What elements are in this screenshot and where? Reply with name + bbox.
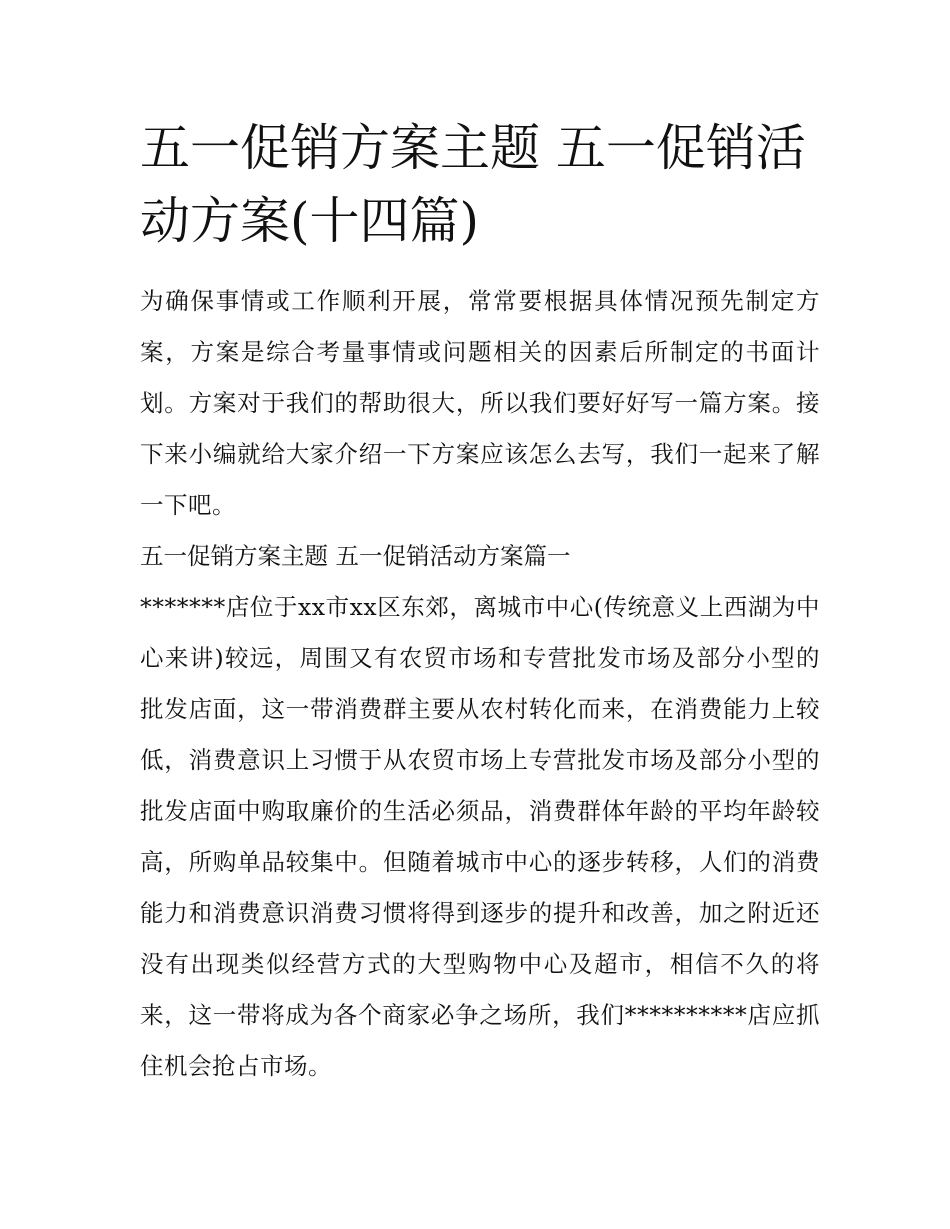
document-title: 五一促销方案主题 五一促销活动方案(十四篇) — [140, 119, 806, 250]
intro-paragraph: 为确保事情或工作顺利开展，常常要根据具体情况预先制定方案，方案是综合考量事情或问题相关的因素后所制定的书面计划。方案对于我们的帮助很大，所以我们要好好写一篇方案。接下来小编就给大家介绍一下方案应该怎么去写，我们一起来了解一下吧。 — [140, 287, 820, 519]
section-heading: 五一促销方案主题 五一促销活动方案篇一 — [140, 542, 571, 570]
section-paragraph: *******店位于xx市xx区东郊，离城市中心(传统意义上西湖为中心来讲)较远，周围又有农贸市场和专营批发市场及部分小型的批发店面，这一带消费群主要从农村转化而来，在消费能力上较低，消费意识上习惯于从农贸市场上专营批发市场及部分小型的批发店面中购取廉价的生活必须品，消费群体年龄的平均年龄较高，所购单品较集中。但随着城市中心的逐步转移，人们的消费能力和消费意识消费习惯将得到逐步的提升和改善，加之附近还没有出现类似经营方式的大型购物中心及超市，相信不久的将来，这一带将成为各个商家必争之场所，我们**********店应抓住机会抢占市场。 — [140, 593, 820, 1080]
document-page — [140, 112, 820, 1092]
